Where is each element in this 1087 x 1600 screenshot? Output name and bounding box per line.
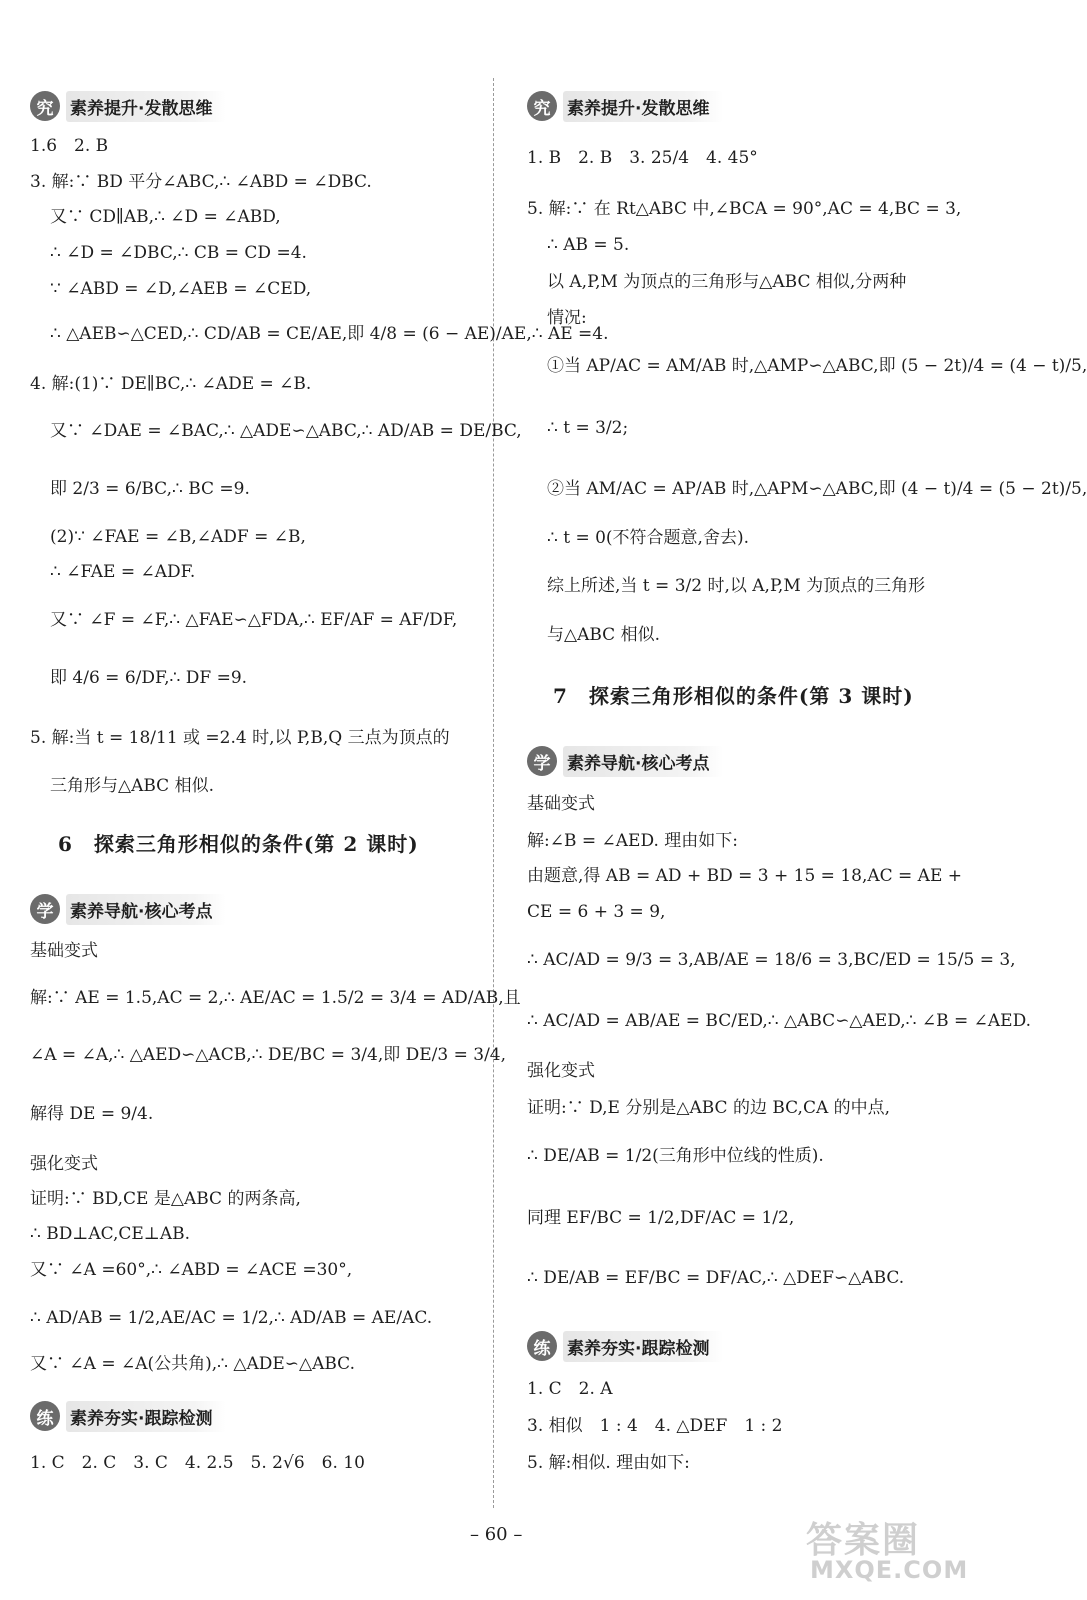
answer-line: 又∵ CD∥AB,∴ ∠D = ∠ABD, [50,207,281,227]
answer-line: 4. 解:(1)∵ DE∥BC,∴ ∠ADE = ∠B. [30,374,312,394]
answer-line: ∴ AD/AB = 1/2,AE/AC = 1/2,∴ AD/AB = AE/AC. [30,1308,433,1328]
answer-line: ∴ AB = 5. [547,235,630,255]
answer-line: ∴ t = 3/2; [547,418,629,438]
practice-badge-icon: 练 [527,1331,557,1361]
answer-line: ∴ △AEB∽△CED,∴ CD/AB = CE/AE,即 4/8 = (6 − AE)/AE,∴ AE =4. [50,324,609,344]
answer-line: (2)∵ ∠FAE = ∠B,∠ADF = ∠B, [50,527,306,547]
answer-line: 5. 解:当 t = 18/11 或 =2.4 时,以 P,B,Q 三点为顶点的 [30,728,450,748]
answer-line: ∴ ∠FAE = ∠ADF. [50,562,196,582]
explore-badge-icon: 究 [30,91,60,121]
answer-line: 与△ABC 相似. [547,625,660,645]
section-header-explore-right [527,90,723,122]
answer-line: 解:∠B = ∠AED. 理由如下: [527,831,739,851]
page-number: – 60 – [470,1524,523,1545]
answer-line: 又∵ ∠A = ∠A(公共角),∴ △ADE∽△ABC. [30,1354,355,1374]
answer-line: 由题意,得 AB = AD + BD = 3 + 15 = 18,AC = AE + [527,866,963,886]
answer-line: 三角形与△ABC 相似. [50,776,214,796]
learn-badge-icon: 学 [527,746,557,776]
section-header-label: 素养夯实·跟踪检测 [563,1331,723,1362]
answer-line: ∠A = ∠A,∴ △AED∽△ACB,∴ DE/BC = 3/4,即 DE/3 = 3/4, [30,1045,507,1065]
section-header-label: 素养导航·核心考点 [563,746,723,777]
answer-line: 情况: [547,308,587,328]
watermark-logo [800,1512,980,1588]
answer-line: ∴ BD⊥AC,CE⊥AB. [30,1224,190,1244]
section-header-label: 素养提升·发散思维 [66,91,226,122]
answer-line: 即 4/6 = 6/DF,∴ DF =9. [50,668,248,688]
answer-line: 即 2/3 = 6/BC,∴ BC =9. [50,479,250,499]
answer-line: 解:∵ AE = 1.5,AC = 2,∴ AE/AC = 1.5/2 = 3/4 = AD/AB,且 [30,988,521,1008]
watermark-text: 答案圈 [806,1520,921,1561]
answer-line: 1. B 2. B 3. 25/4 4. 45° [527,148,758,168]
answer-line: 5. 解:相似. 理由如下: [527,1453,690,1473]
learn-badge-icon: 学 [30,894,60,924]
answer-line: 证明:∵ D,E 分别是△ABC 的边 BC,CA 的中点, [527,1098,891,1118]
answer-line: 1.6 2. B [30,136,109,156]
answer-line: 5. 解:∵ 在 Rt△ABC 中,∠BCA = 90°,AC = 4,BC = 3, [527,199,962,219]
answer-line: 3. 解:∵ BD 平分∠ABC,∴ ∠ABD = ∠DBC. [30,172,372,192]
answer-line: ∴ AC/AD = AB/AE = BC/ED,∴ △ABC∽△AED,∴ ∠B = ∠AED. [527,1011,1031,1031]
answer-line: ∵ ∠ABD = ∠D,∠AEB = ∠CED, [50,279,312,299]
section-header-label: 素养夯实·跟踪检测 [66,1401,226,1432]
answer-line: ①当 AP/AC = AM/AB 时,△AMP∽△ABC,即 (5 − 2t)/4 = (4 − t)/5, [547,356,1087,376]
section-header-label: 素养导航·核心考点 [66,894,226,925]
answer-line: 解得 DE = 9/4. [30,1104,154,1124]
column-divider [493,78,494,1508]
answer-line: ②当 AM/AC = AP/AB 时,△APM∽△ABC,即 (4 − t)/4 = (5 − 2t)/5, [547,479,1087,499]
answer-line: 基础变式 [30,941,98,961]
answer-line: ∴ t = 0(不符合题意,舍去). [547,528,749,548]
answer-line: 综上所述,当 t = 3/2 时,以 A,P,M 为顶点的三角形 [547,576,926,596]
answer-line: 强化变式 [527,1061,595,1081]
section-header-explore-left [30,90,226,122]
answer-line: ∴ DE/AB = EF/BC = DF/AC,∴ △DEF∽△ABC. [527,1268,905,1288]
answer-line: 3. 相似 1 : 4 4. △DEF 1 : 2 [527,1416,783,1436]
section-header-label: 素养提升·发散思维 [563,91,723,122]
lesson-title: 7 探索三角形相似的条件(第 3 课时) [553,684,914,708]
explore-badge-icon: 究 [527,91,557,121]
answer-line: 1. C 2. A [527,1379,613,1399]
answer-line: 又∵ ∠F = ∠F,∴ △FAE∽△FDA,∴ EF/AF = AF/DF, [50,610,458,630]
answer-line: 又∵ ∠DAE = ∠BAC,∴ △ADE∽△ABC,∴ AD/AB = DE/BC, [50,421,522,441]
answer-line: 证明:∵ BD,CE 是△ABC 的两条高, [30,1189,301,1209]
answer-line: 以 A,P,M 为顶点的三角形与△ABC 相似,分两种 [547,272,907,292]
section-header-learn-left [30,893,226,925]
answer-line: 1. C 2. C 3. C 4. 2.5 5. 2√6 6. 10 [30,1453,365,1473]
answer-line: CE = 6 + 3 = 9, [527,902,666,922]
section-header-practice-left [30,1400,226,1432]
answer-line: 又∵ ∠A =60°,∴ ∠ABD = ∠ACE =30°, [30,1260,353,1280]
answer-line: 同理 EF/BC = 1/2,DF/AC = 1/2, [527,1208,795,1228]
answer-line: ∴ ∠D = ∠DBC,∴ CB = CD =4. [50,243,307,263]
answer-line: ∴ DE/AB = 1/2(三角形中位线的性质). [527,1146,824,1166]
answer-line: 基础变式 [527,794,595,814]
practice-badge-icon: 练 [30,1401,60,1431]
section-header-learn-right [527,745,723,777]
lesson-title: 6 探索三角形相似的条件(第 2 课时) [58,832,419,856]
answer-line: 强化变式 [30,1154,98,1174]
answer-line: ∴ AC/AD = 9/3 = 3,AB/AE = 18/6 = 3,BC/ED = 15/5 = 3, [527,950,1016,970]
section-header-practice-right [527,1330,723,1362]
watermark-url: MXQE.COM [810,1556,969,1584]
